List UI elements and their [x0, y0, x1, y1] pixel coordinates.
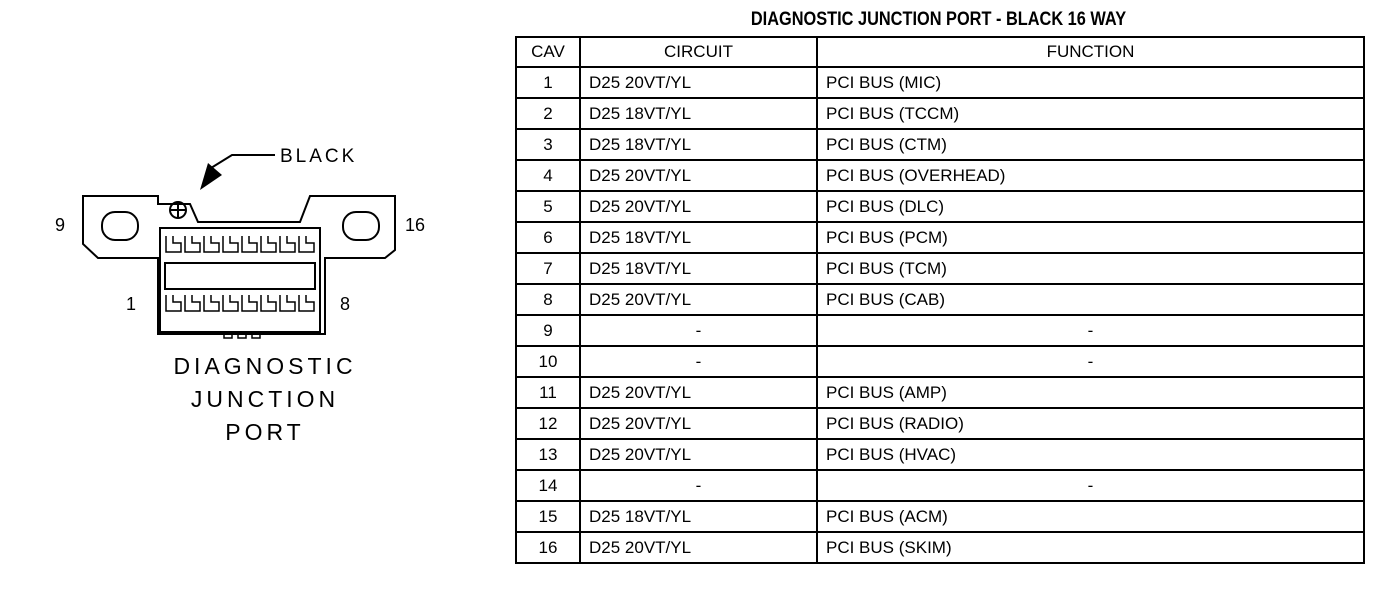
cell-function: PCI BUS (HVAC) [817, 439, 1364, 470]
cell-function: PCI BUS (CTM) [817, 129, 1364, 160]
pin-terminal [223, 236, 238, 252]
table-header-row [516, 37, 1364, 67]
pin-terminal [185, 236, 200, 252]
cell-function: PCI BUS (AMP) [817, 377, 1364, 408]
pin-terminal [299, 236, 314, 252]
pinout-table [515, 36, 1365, 564]
pin-label-bottom-left: 1 [126, 294, 137, 314]
cell-cav: 6 [516, 222, 580, 253]
table-row [516, 253, 1364, 284]
table-row [516, 470, 1364, 501]
cell-function: PCI BUS (SKIM) [817, 532, 1364, 563]
cell-cav: 13 [516, 439, 580, 470]
table-row [516, 284, 1364, 315]
connector-diagram [0, 0, 500, 616]
caption-line: PORT [225, 419, 305, 445]
table-row [516, 439, 1364, 470]
pin-terminal [185, 295, 200, 311]
table-row [516, 315, 1364, 346]
cell-cav: 10 [516, 346, 580, 377]
cell-function: PCI BUS (TCM) [817, 253, 1364, 284]
cell-cav: 9 [516, 315, 580, 346]
cell-function: PCI BUS (OVERHEAD) [817, 160, 1364, 191]
header-cav: CAV [516, 37, 580, 67]
table-row [516, 346, 1364, 377]
table-row [516, 160, 1364, 191]
pin-terminal [204, 295, 219, 311]
cell-function: PCI BUS (MIC) [817, 67, 1364, 98]
cell-cav: 1 [516, 67, 580, 98]
cell-function: - [817, 346, 1364, 377]
cell-circuit: D25 18VT/YL [580, 253, 817, 284]
caption-line: DIAGNOSTIC [173, 353, 357, 379]
pin-terminal [223, 295, 238, 311]
table-row [516, 129, 1364, 160]
pin-label-bottom-right: 8 [340, 294, 351, 314]
cell-circuit: D25 20VT/YL [580, 160, 817, 191]
cell-cav: 14 [516, 470, 580, 501]
cell-circuit: D25 18VT/YL [580, 222, 817, 253]
cell-function: - [817, 315, 1364, 346]
cell-function: PCI BUS (RADIO) [817, 408, 1364, 439]
pin-terminal [166, 236, 181, 252]
caption-line: JUNCTION [190, 386, 340, 412]
pin-terminal [242, 295, 257, 311]
cell-circuit: D25 18VT/YL [580, 501, 817, 532]
table-row [516, 532, 1364, 563]
pin-terminal [204, 236, 219, 252]
cell-cav: 5 [516, 191, 580, 222]
color-label: BLACK [280, 146, 358, 167]
cell-function: - [817, 470, 1364, 501]
diagram-caption [100, 350, 430, 449]
pin-row-top [166, 236, 314, 252]
cell-function: PCI BUS (TCCM) [817, 98, 1364, 129]
cell-function: PCI BUS (ACM) [817, 501, 1364, 532]
header-function: FUNCTION [817, 37, 1364, 67]
cell-cav: 15 [516, 501, 580, 532]
cell-circuit: - [580, 346, 817, 377]
pin-terminal [242, 236, 257, 252]
pin-terminal [166, 295, 181, 311]
cell-cav: 4 [516, 160, 580, 191]
pin-row-bottom [166, 295, 314, 311]
cell-function: PCI BUS (PCM) [817, 222, 1364, 253]
table-row [516, 67, 1364, 98]
pin-label-top-left: 9 [55, 215, 66, 235]
table-row [516, 501, 1364, 532]
cell-cav: 7 [516, 253, 580, 284]
cell-circuit: - [580, 315, 817, 346]
pin-terminal [261, 236, 276, 252]
cell-cav: 8 [516, 284, 580, 315]
cell-cav: 3 [516, 129, 580, 160]
cell-cav: 11 [516, 377, 580, 408]
table-row [516, 191, 1364, 222]
cell-circuit: D25 20VT/YL [580, 284, 817, 315]
cell-circuit: D25 20VT/YL [580, 377, 817, 408]
cell-circuit: D25 20VT/YL [580, 67, 817, 98]
header-circuit: CIRCUIT [580, 37, 817, 67]
cell-circuit: - [580, 470, 817, 501]
cell-circuit: D25 20VT/YL [580, 191, 817, 222]
table-row [516, 98, 1364, 129]
table-row [516, 222, 1364, 253]
table-row [516, 408, 1364, 439]
cell-circuit: D25 18VT/YL [580, 129, 817, 160]
cell-function: PCI BUS (CAB) [817, 284, 1364, 315]
connector-drawing [0, 0, 500, 616]
cell-circuit: D25 20VT/YL [580, 408, 817, 439]
table-title: DIAGNOSTIC JUNCTION PORT - BLACK 16 WAY [750, 9, 1127, 30]
pin-terminal [280, 295, 295, 311]
table-row [516, 377, 1364, 408]
cell-cav: 2 [516, 98, 580, 129]
pin-terminal [280, 236, 295, 252]
pin-terminal [261, 295, 276, 311]
cell-cav: 12 [516, 408, 580, 439]
cell-circuit: D25 18VT/YL [580, 98, 817, 129]
cell-circuit: D25 20VT/YL [580, 439, 817, 470]
pin-terminal [299, 295, 314, 311]
cell-circuit: D25 20VT/YL [580, 532, 817, 563]
pin-label-top-right: 16 [405, 215, 426, 235]
cell-cav: 16 [516, 532, 580, 563]
cell-function: PCI BUS (DLC) [817, 191, 1364, 222]
